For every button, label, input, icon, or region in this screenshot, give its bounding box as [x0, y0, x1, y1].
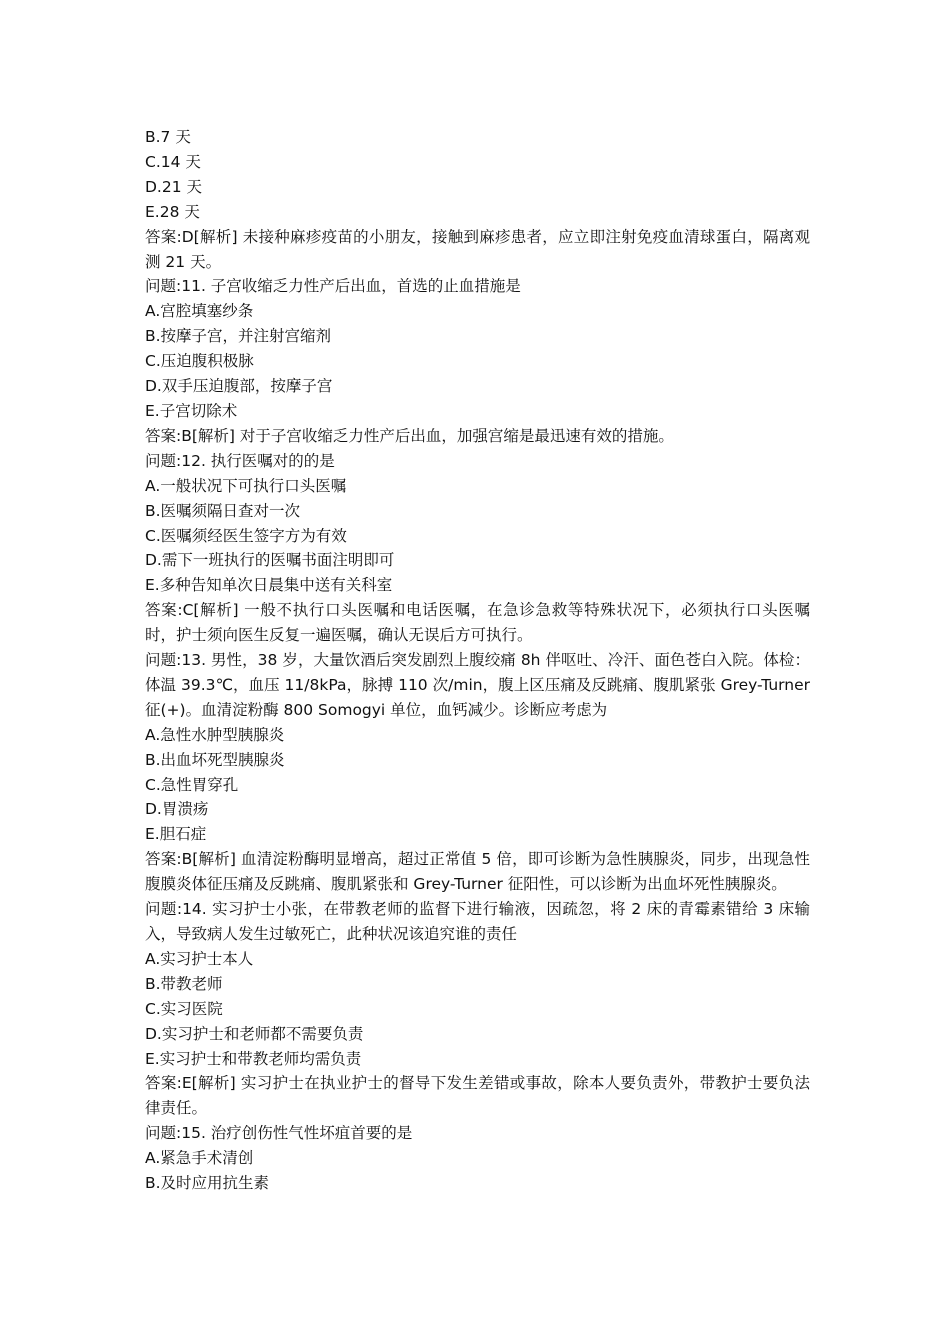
q13-option-d: D.胃溃疡 [145, 800, 209, 819]
q12-option-a: A.一般状况下可执行口头医嘱 [145, 476, 347, 495]
q15-option-b: B.及时应用抗生素 [145, 1174, 270, 1193]
q12-option-d: D.需下一班执行的医嘱书面注明即可 [145, 551, 395, 570]
option-c-14-days: C.14 天 [145, 152, 201, 171]
question-12: 问题:12. 执行医嘱对的的是 [145, 451, 335, 470]
q12-option-c: C.医嘱须经医生签字方为有效 [145, 526, 347, 545]
q14-option-b: B.带教老师 [145, 974, 223, 993]
q14-option-c: C.实习医院 [145, 999, 223, 1018]
question-11: 问题:11. 子宫收缩乏力性产后出血，首选的止血措施是 [145, 277, 521, 296]
q11-option-b: B.按摩子宫，并注射宫缩剂 [145, 327, 332, 346]
answer-14: 答案:E[解析] 实习护士在执业护士的督导下发生差错或事故，除本人要负责外，带教护士要负法律责任。 [145, 1074, 810, 1118]
answer-12: 答案:C[解析] 一般不执行口头医嘱和电话医嘱，在急诊急救等特殊状况下，必须执行口头医嘱时，护士须向医生反复一遍医嘱，确认无误后方可执行。 [145, 601, 810, 645]
option-e-28-days: E.28 天 [145, 202, 200, 221]
q11-option-d: D.双手压迫腹部，按摩子宫 [145, 377, 333, 396]
q13-option-b: B.出血坏死型胰腺炎 [145, 750, 285, 769]
answer-11: 答案:B[解析] 对于子宫收缩乏力性产后出血，加强宫缩是最迅速有效的措施。 [145, 426, 674, 445]
q13-option-e: E.胆石症 [145, 825, 207, 844]
question-15: 问题:15. 治疗创伤性气性坏疽首要的是 [145, 1124, 413, 1143]
q13-option-c: C.急性胃穿孔 [145, 775, 239, 794]
document-page [145, 125, 810, 1196]
q15-option-a: A.紧急手术清创 [145, 1149, 254, 1168]
question-13: 问题:13. 男性，38 岁，大量饮酒后突发剧烈上腹绞痛 8h 伴呕吐、冷汗、面色苍白入院。体检：体温 39.3℃，血压 11/8kPa，脉搏 110 次/min，腹上区压痛及反跳痛、腹肌紧张 Grey-Turner 征(+)。血清淀粉酶 800 Somogyi 单位，血钙减少。诊断应考虑为 [145, 651, 810, 719]
q11-option-c: C.压迫腹积极脉 [145, 352, 254, 371]
q13-option-a: A.急性水肿型胰腺炎 [145, 725, 285, 744]
q14-option-a: A.实习护士本人 [145, 949, 254, 968]
q11-option-a: A.宫腔填塞纱条 [145, 302, 254, 321]
option-d-21-days: D.21 天 [145, 177, 203, 196]
q14-option-e: E.实习护士和带教老师均需负责 [145, 1049, 362, 1068]
q12-option-e: E.多种告知单次日晨集中送有关科室 [145, 576, 393, 595]
q11-option-e: E.子宫切除术 [145, 401, 238, 420]
q14-option-d: D.实习护士和老师都不需要负责 [145, 1024, 364, 1043]
option-b-7-days: B.7 天 [145, 128, 191, 146]
q12-option-b: B.医嘱须隔日查对一次 [145, 501, 301, 520]
question-14: 问题:14. 实习护士小张，在带教老师的监督下进行输液，因疏忽，将 2 床的青霉素错给 3 床输入，导致病人发生过敏死亡，此种状况该追究谁的责任 [145, 900, 810, 943]
answer-10: 答案:D[解析] 未接种麻疹疫苗的小朋友，接触到麻疹患者，应立即注射免疫血清球蛋白，隔离观测 21 天。 [145, 227, 810, 271]
answer-13: 答案:B[解析] 血清淀粉酶明显增高，超过正常值 5 倍，即可诊断为急性胰腺炎，同步，出现急性腹膜炎体征压痛及反跳痛、腹肌紧张和 Grey-Turner 征阳性，可以诊断为出血坏死性胰腺炎。 [145, 850, 810, 894]
